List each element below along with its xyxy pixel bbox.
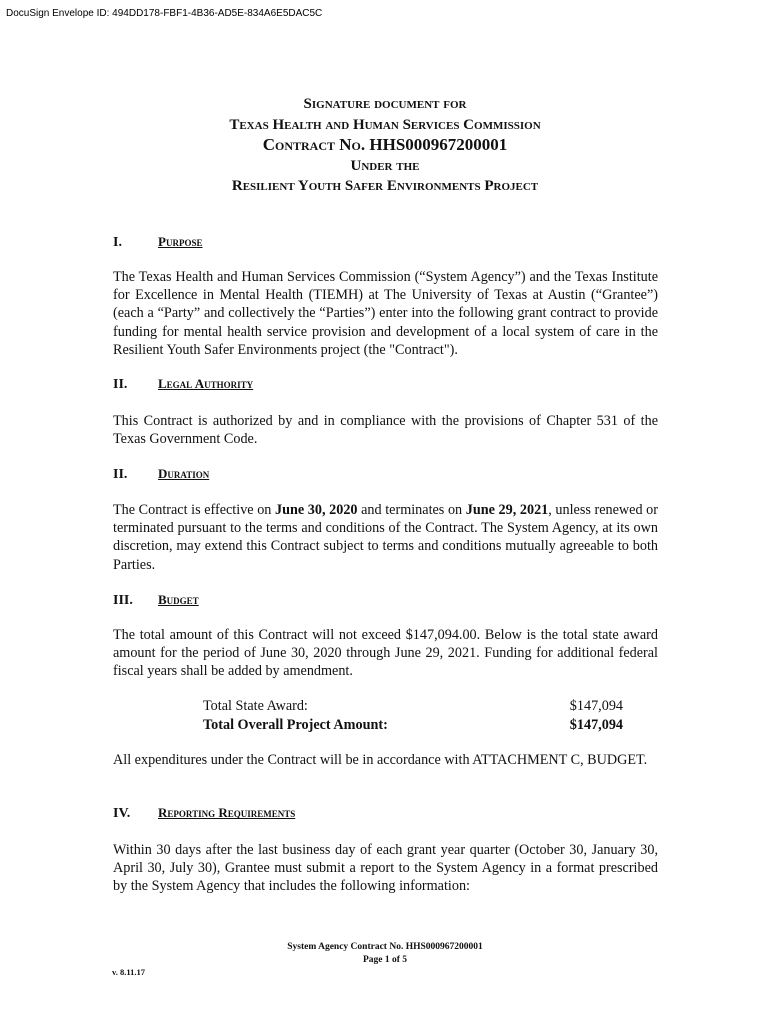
section-label: Legal Authority bbox=[158, 376, 254, 391]
contract-number: HHS000967200001 bbox=[369, 135, 508, 154]
legal-authority-paragraph: This Contract is authorized by and in compliance with the provisions of Chapter 531 of the Texas Government Code. bbox=[113, 413, 658, 448]
budget-paragraph: The total amount of this Contract will not exceed $147,094.00. Below is the total state award amount for the period of June 30, 2020 through June 29, 2021. Funding for additional federal fiscal years shall be added by amendment. bbox=[113, 627, 658, 680]
section-label: Budget bbox=[158, 592, 199, 607]
contract-prefix: Contract No. bbox=[262, 135, 366, 154]
budget-row-total bbox=[203, 716, 623, 735]
duration-paragraph bbox=[113, 501, 658, 574]
title-line-1: Signature document for bbox=[303, 96, 467, 112]
title-line-4: Under the bbox=[350, 157, 420, 174]
title-line-2: Texas Health and Human Services Commission bbox=[229, 116, 541, 133]
section-heading-budget bbox=[113, 592, 199, 609]
budget-row-state-award bbox=[203, 697, 623, 716]
end-date: June 29, 2021 bbox=[465, 502, 549, 518]
start-date: June 30, 2020 bbox=[275, 502, 358, 518]
budget-row-amount: $147,094 bbox=[569, 716, 623, 733]
document-title bbox=[0, 94, 770, 197]
document-version: v. 8.11.17 bbox=[112, 967, 146, 977]
footer-contract-number: System Agency Contract No. HHS000967200001 bbox=[287, 942, 483, 952]
reporting-paragraph: Within 30 days after the last business day of each grant year quarter (October 30, January 30, April 30, July 30), Grantee must submit a report to the System Agency in a format prescribed by the System Agency that includes the following information: bbox=[113, 842, 658, 895]
footer-page-number: Page 1 of 5 bbox=[362, 955, 408, 965]
page-footer bbox=[0, 941, 770, 967]
budget-row-amount: $147,094 bbox=[569, 698, 623, 714]
section-heading-duration bbox=[113, 466, 209, 483]
section-label: Purpose bbox=[158, 234, 203, 249]
section-label: Duration bbox=[158, 466, 210, 481]
title-line-5: Resilient Youth Safer Environments Project bbox=[231, 178, 539, 194]
purpose-paragraph: The Texas Health and Human Services Commission (“System Agency”) and the Texas Institute for Excellence in Mental Health (TIEMH) at The University of Texas at Austin (“Grantee”) (each a “Party” and collectively the “Parties”) enter into the following grant contract to provide funding for mental health service provision and development of a local system of care in the Resilient Youth Safer Environments project (the "Contract"). bbox=[113, 269, 658, 358]
title-contract-line bbox=[0, 135, 770, 156]
duration-text-before: The Contract is effective on bbox=[113, 502, 275, 518]
docusign-envelope-id: DocuSign Envelope ID: 494DD178-FBF1-4B36-AD5E-834A6E5DAC5C bbox=[6, 8, 323, 19]
section-number: III. bbox=[113, 593, 133, 608]
section-number: I. bbox=[113, 235, 122, 250]
budget-table bbox=[203, 697, 623, 734]
section-label: Reporting Requirements bbox=[158, 805, 296, 820]
section-number: IV. bbox=[113, 806, 131, 821]
budget-row-label: Total Overall Project Amount: bbox=[203, 716, 388, 733]
budget-row-label: Total State Award: bbox=[203, 698, 308, 714]
section-number: II. bbox=[113, 377, 128, 392]
section-number: II. bbox=[113, 467, 128, 482]
section-heading-purpose bbox=[113, 234, 202, 251]
duration-text-after: , unless renewed or terminated pursuant to the terms and conditions of the Contract. The System Agency, at its own discretion, may extend this Contract subject to terms and conditions mutually agreeable to both Parties. bbox=[113, 502, 658, 573]
budget-note-paragraph: All expenditures under the Contract will be in accordance with ATTACHMENT C, BUDGET. bbox=[113, 752, 648, 768]
duration-text-middle: and terminates on bbox=[357, 502, 466, 518]
section-heading-legal-authority bbox=[113, 376, 253, 393]
section-heading-reporting bbox=[113, 805, 295, 822]
